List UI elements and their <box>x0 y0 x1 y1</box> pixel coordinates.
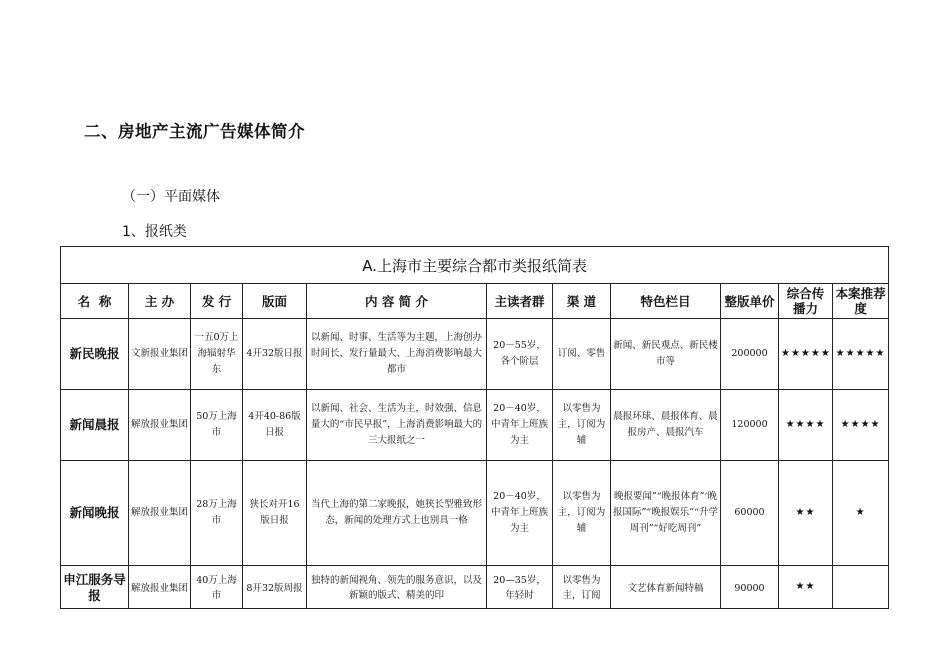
paper-channel: 以零售为主，订阅为辅 <box>553 390 611 461</box>
paper-circulation: 40万上海市 <box>191 566 243 609</box>
header-recommend: 本案推荐度 <box>833 284 889 319</box>
header-channel: 渠 道 <box>553 284 611 319</box>
paper-reach: ★★★★ <box>779 390 833 461</box>
paper-layout: 狭长对开16版日报 <box>243 461 307 566</box>
paper-recommend <box>833 566 889 609</box>
paper-readers: 20－55岁，各个阶层 <box>487 319 553 390</box>
paper-recommend: ★★★★ <box>833 390 889 461</box>
paper-name: 新闻晨报 <box>61 390 129 461</box>
header-layout: 版面 <box>243 284 307 319</box>
item-heading: 1、报纸类 <box>122 224 187 240</box>
newspaper-table <box>60 246 889 609</box>
paper-summary: 以新闻、时事、生活等为主题，上海创办时间长、发行量最大、上海消费影响最大都市 <box>307 319 487 390</box>
paper-layout: 4开40-86版日报 <box>243 390 307 461</box>
table-caption: A.上海市主要综合都市类报纸简表 <box>61 247 889 284</box>
paper-columns: 晨报环球、晨报体育、晨报房产、晨报汽车 <box>611 390 721 461</box>
paper-channel: 以零售为主，订阅为辅 <box>553 461 611 566</box>
subsection-heading: （一）平面媒体 <box>122 189 220 205</box>
paper-channel: 订阅、零售 <box>553 319 611 390</box>
table-row <box>61 461 889 566</box>
section-heading: 二、房地产主流广告媒体简介 <box>84 122 305 141</box>
paper-price: 120000 <box>721 390 779 461</box>
paper-name: 新闻晚报 <box>61 461 129 566</box>
paper-layout: 8开32版周报 <box>243 566 307 609</box>
paper-columns: 晚报要闻”“晚报体育”‘晚报国际”“晚报娱乐”“升学周刊”“好吃周刊” <box>611 461 721 566</box>
paper-summary: 以新闻、社会、生活为主，时效强、信息量大的“市民早报”，上海消费影响最大的三大报纸之一 <box>307 390 487 461</box>
paper-columns: 新闻、新民观点、新民楼市等 <box>611 319 721 390</box>
paper-price: 60000 <box>721 461 779 566</box>
header-name: 名 称 <box>61 284 129 319</box>
paper-circulation: 50万上海市 <box>191 390 243 461</box>
paper-readers: 20－40岁，中青年上班族为主 <box>487 461 553 566</box>
paper-name: 申江服务导报 <box>61 566 129 609</box>
paper-circulation: 28万上海市 <box>191 461 243 566</box>
paper-reach: ★★ <box>779 566 833 609</box>
header-columns: 特色栏目 <box>611 284 721 319</box>
header-sponsor: 主 办 <box>129 284 191 319</box>
paper-summary: 独特的新闻视角、领先的服务意识，以及新颖的版式、精美的印 <box>307 566 487 609</box>
paper-readers: 20—35岁，年轻时 <box>487 566 553 609</box>
paper-summary: 当代上海的第二家晚报，她狭长型雅致形态，新闻的处理方式上也别具一格 <box>307 461 487 566</box>
paper-channel: 以零售为主，订阅 <box>553 566 611 609</box>
paper-layout: 4开32版日报 <box>243 319 307 390</box>
header-reach: 综合传播力 <box>779 284 833 319</box>
paper-name: 新民晚报 <box>61 319 129 390</box>
paper-sponsor: 文新报业集团 <box>129 319 191 390</box>
table-row <box>61 319 889 390</box>
paper-readers: 20－40岁，中青年上班族为主 <box>487 390 553 461</box>
header-circulation: 发 行 <box>191 284 243 319</box>
paper-recommend: ★★★★★ <box>833 319 889 390</box>
paper-sponsor: 解放报业集团 <box>129 566 191 609</box>
paper-price: 90000 <box>721 566 779 609</box>
header-summary: 内 容 简 介 <box>307 284 487 319</box>
table-row <box>61 390 889 461</box>
paper-sponsor: 解放报业集团 <box>129 461 191 566</box>
paper-circulation: 一五0万上海辐射华东 <box>191 319 243 390</box>
paper-recommend: ★ <box>833 461 889 566</box>
paper-reach: ★★★★★ <box>779 319 833 390</box>
paper-reach: ★★ <box>779 461 833 566</box>
paper-sponsor: 解放报业集团 <box>129 390 191 461</box>
header-price: 整版单价 <box>721 284 779 319</box>
paper-columns: 文艺体育新闻特稿 <box>611 566 721 609</box>
table-row <box>61 566 889 609</box>
paper-price: 200000 <box>721 319 779 390</box>
header-readers: 主读者群 <box>487 284 553 319</box>
